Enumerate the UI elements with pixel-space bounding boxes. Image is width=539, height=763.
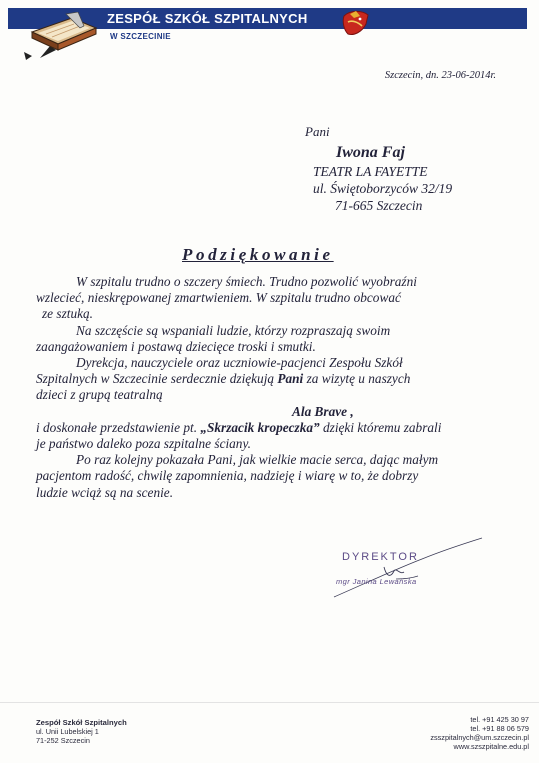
body-line: Po raz kolejny pokazała Pani, jak wielkie macie serca, dając małym [76, 452, 439, 468]
body-line: ludzie wciąż są na scenie. [36, 484, 174, 500]
book-with-pen-icon [22, 12, 102, 60]
salutation: Pani [305, 124, 330, 139]
handwritten-signature [326, 535, 486, 600]
body-emphasis: Pani [277, 371, 304, 387]
body-line [36, 371, 511, 387]
body-line: je państwo daleko poza szpitalne ściany. [36, 436, 251, 452]
body-text-span: za wizytę u naszych [303, 371, 411, 387]
body-line: Na szczęście są wspaniali ludzie, którzy rozpraszają swoim [76, 322, 391, 338]
body-line: pacjentom radość, chwilę zapomnienia, nadzieję i wiarę w to, że dobrzy [36, 468, 419, 484]
footer-website: www.szszpitalne.edu.pl [453, 742, 529, 751]
body-line: ze sztuką. [42, 306, 93, 322]
footer-contact [430, 715, 529, 751]
footer-org-name: Zespół Szkół Szpitalnych [36, 718, 127, 727]
school-name: ZESPÓŁ SZKÓŁ SZPITALNYCH [107, 11, 308, 26]
body-text-span: i doskonałe przedstawienie pt. [36, 419, 201, 435]
recipient-name: Iwona Faj [336, 144, 405, 161]
body-line: wzlecieć, nieskrępowanej zmartwieniem. W szpitalu trudno obcować [36, 290, 401, 306]
footer-street: ul. Unii Lubelskiej 1 [36, 727, 99, 736]
recipient-address-line: 71-665 Szczecin [335, 198, 423, 213]
griffin-crest-icon [340, 10, 372, 38]
footer-phone: tel. +91 88 06 579 [470, 724, 529, 733]
play-title: „Skrzacik kropeczka” [200, 419, 320, 435]
body-line: Dyrekcja, nauczyciele oraz uczniowie-pacjenci Zespołu Szkół [76, 355, 403, 371]
footer-divider [0, 702, 539, 703]
footer-email: zsszpitalnych@um.szczecin.pl [430, 733, 529, 742]
footer-address [36, 718, 127, 745]
document-title: Podziękowanie [182, 245, 334, 264]
body-text-span: dzięki któremu zabrali [319, 419, 442, 435]
recipient-address-line: ul. Świętoborzyców 32/19 [313, 181, 453, 196]
body-line: W szpitalu trudno o szczery śmiech. Trudno pozwolić wyobraźni [76, 274, 417, 289]
stamp-title: DYREKTOR [342, 551, 419, 563]
place-date: Szczecin, dn. 23-06-2014r. [384, 70, 496, 81]
footer-phone: tel. +91 425 30 97 [470, 715, 529, 724]
theatre-group-name: Ala Brave , [292, 403, 354, 419]
letter-body [36, 274, 511, 501]
body-line [36, 420, 511, 436]
school-city: W SZCZECINIE [110, 32, 171, 41]
body-line: dzieci z grupą teatralną [36, 387, 163, 403]
body-line: zaangażowaniem i postawą dziecięce troski i smutki. [36, 338, 316, 354]
footer-city: 71-252 Szczecin [36, 736, 90, 745]
stamp-name: mgr Janina Lewańska [336, 577, 417, 586]
body-text-span: Szpitalnych w Szczecinie serdecznie dziękują [36, 371, 278, 387]
recipient-address-line: TEATR LA FAYETTE [313, 164, 428, 179]
